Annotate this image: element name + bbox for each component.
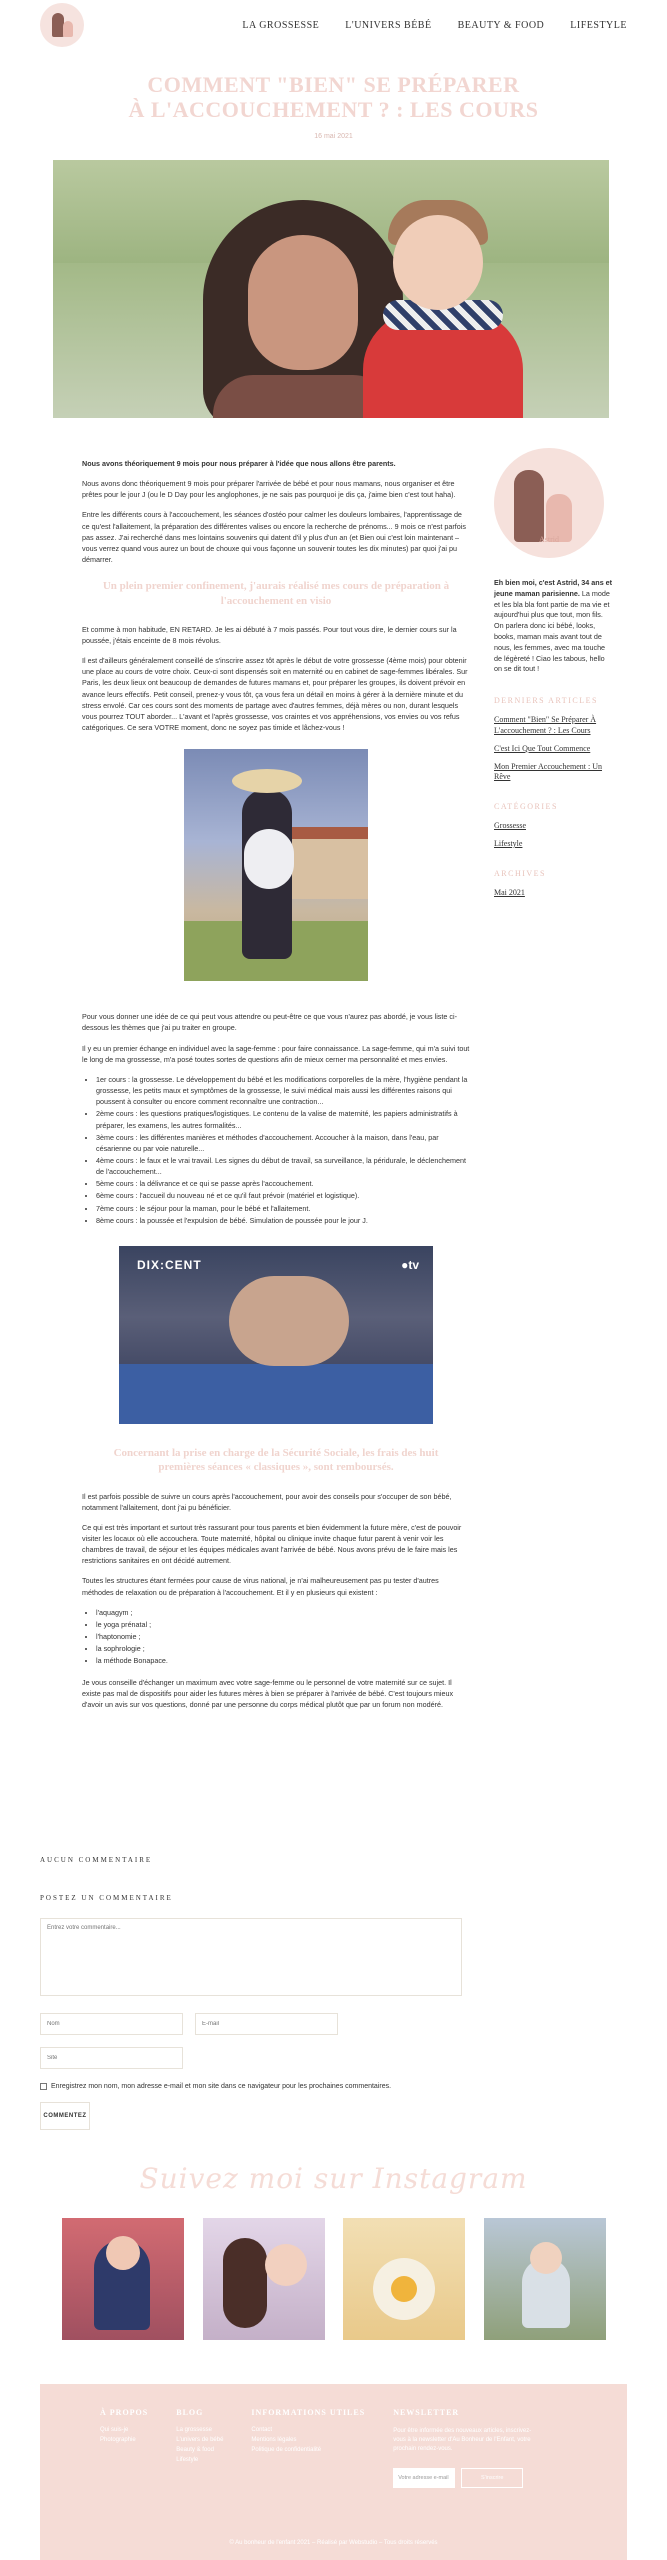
footer-link[interactable]: Mentions légales: [251, 2437, 297, 2443]
photo-woman-hat: [232, 769, 302, 793]
footer-link[interactable]: Photographie: [100, 2437, 136, 2443]
list-item: • 7ème cours : le séjour pour la maman, pour le bébé et l'allaitement.: [96, 1203, 470, 1214]
list-item: • l'haptonomie ;: [96, 1631, 470, 1642]
footer-heading: BLOG: [176, 2408, 204, 2417]
article-subheading: Un plein premier confinement, j'aurais réalisé mes cours de préparation à l'accouchement en visio: [102, 580, 450, 607]
sidebar: [494, 448, 614, 906]
save-info-checkbox[interactable]: [40, 2083, 47, 2090]
footer-columns: [100, 2408, 567, 2488]
method-list: [82, 1607, 470, 1667]
article-paragraph: Et comme à mon habitude, EN RETARD. Je les ai débuté à 7 mois passés. Pour tout vous dire, le dernier cours sur la poussée, j'étais enceinte de 8 mois révolus.: [82, 624, 457, 645]
article-paragraph: Pour vous donner une idée de ce qui peut vous attendre ou peut-être ce que vous n'aurez pas abordé, je vous liste ci-dessous les thèmes que j'ai pu traiter en groupe.: [82, 1012, 457, 1033]
logo-child-figure: [63, 21, 73, 37]
site-footer: [40, 2384, 627, 2560]
nav-item-grossesse[interactable]: LA GROSSESSE: [242, 19, 320, 31]
footer-col-blog: [176, 2408, 223, 2488]
footer-heading: À PROPOS: [100, 2408, 149, 2417]
video-brand-text: tv: [408, 1257, 419, 1272]
instagram-post-face: [106, 2236, 140, 2270]
post-title-line-1: COMMENT "BIEN" SE PRÉPARER: [147, 72, 520, 97]
hero-mother-face: [248, 235, 358, 370]
category-link[interactable]: Grossesse: [494, 821, 526, 831]
list-item: • l'aquagym ;: [96, 1607, 470, 1618]
course-list: [82, 1074, 470, 1226]
author-bio: [494, 578, 614, 675]
pregnant-woman-photo: [184, 749, 368, 981]
categories-heading: CATÉGORIES: [494, 802, 558, 812]
photo-woman-top: [244, 829, 294, 889]
category-link[interactable]: Lifestyle: [494, 838, 523, 848]
article-paragraph: Nous avons donc théoriquement 9 mois pour préparer l'arrivée de bébé et pour nous mamans, nous organiser et être prêtes pour le jour J (ou le D Day pour les anglophones, je ne sais pas pourquoi je dis ça, j'aime bien c'est tout haha).: [82, 479, 456, 500]
recent-post-link[interactable]: Comment "Bien" Se Préparer À L'accouchement ? : Les Cours: [494, 715, 597, 735]
newsletter-form: [393, 2468, 533, 2488]
footer-link[interactable]: L'univers de bébé: [176, 2437, 224, 2443]
main-nav: [242, 20, 627, 31]
save-info-label: Enregistrez mon nom, mon adresse e-mail et mon site dans ce navigateur pour les prochaines commentaires.: [51, 2083, 392, 2090]
site-logo[interactable]: [40, 3, 84, 47]
list-item: • 4ème cours : le faux et le vrai travail. Les signes du début de travail, sa surveillance, la péridurale, le déclenchement de l'accouchement...: [96, 1155, 470, 1177]
newsletter-subscribe-button[interactable]: S'inscrire: [461, 2468, 523, 2488]
copyright: © Au bonheur de l'enfant 2021 – Réalisé par Webstudio – Tous droits réservés: [229, 2540, 438, 2546]
article-paragraph: Ce qui est très important et surtout très rassurant pour tous parents et bien évidemment la future mère, c'est de pouvoir visiter les locaux où elle accouchera. Toute maternité, hôpital ou clinique invite chaque futur parent à venir voir les chambres de travail, de séjour et les équipes médicales avant l'arrivée de bébé. Nous avons prévu de le faire mais les restrictions sanitaires en ont décidé autrement.: [82, 1522, 462, 1566]
instagram-post[interactable]: [484, 2218, 606, 2340]
recent-post-link[interactable]: Mon Premier Accouchement : Un Rêve: [494, 761, 602, 782]
instagram-title: Suivez moi sur Instagram: [139, 2162, 528, 2195]
recent-post-link[interactable]: C'est Ici Que Tout Commence: [494, 743, 591, 753]
instagram-post[interactable]: [343, 2218, 465, 2340]
post-comment-heading: POSTEZ UN COMMENTAIRE: [40, 1894, 173, 1902]
list-item: • 2ème cours : les questions pratiques/logistiques. Le contenu de la valise de maternité, les papiers administratifs à préparer, les examens, les autres formalités...: [96, 1108, 470, 1130]
recent-posts-heading: DERNIERS ARTICLES: [494, 696, 598, 706]
newsletter-email-input[interactable]: Votre adresse e-mail: [393, 2468, 455, 2488]
footer-link[interactable]: La grossesse: [176, 2427, 212, 2433]
author-bio-intro: Eh bien moi, c'est Astrid, 34 ans et jeune maman parisienne.: [494, 578, 613, 598]
photo-house: [288, 839, 368, 899]
article-paragraph: Toutes les structures étant fermées pour cause de virus national, je n'ai malheureusement pas pu tester d'autres méthodes de relaxation ou de préparation à l'accouchement. Et il y en plusieurs qui existent :: [82, 1576, 439, 1597]
email-input[interactable]: [195, 2013, 338, 2035]
newsletter-text: Pour être informée des nouveaux articles, inscrivez-vous à la newsletter d'Au Bonheur de l'Enfant, votre prochain rendez-vous.: [393, 2428, 532, 2452]
nav-item-univers-bebe[interactable]: L'UNIVERS BÉBÉ: [345, 19, 432, 31]
footer-link[interactable]: Qui suis-je: [100, 2427, 129, 2433]
list-item: • la méthode Bonapace.: [96, 1655, 470, 1666]
article-paragraph: Il est d'ailleurs généralement conseillé de s'inscrire assez tôt après le début de votre grossesse (4ème mois) pour obtenir une place au cours de votre choix. Ceux-ci sont dispensés soit en maternité ou en cabinet de sage-femmes libérales. Sur Paris, les deux lieux ont beaucoup de demandes de futures mamans et, pour préparer les groupes, ils doivent prévoir en avance leurs effectifs. Petit conseil, prenez-y vous tôt, ça vous fera un détail en moins à gérer à la dernière minute et du stress envolé. Car ces cours sont des moments de partage avec d'autres femmes, déjà mères ou non, durant lesquels vous pourrez TOUT aborder... L'avant et l'après grossesse, vos craintes et vos appréhensions, vos envies ou vos refus catégoriques. Ce sera VOTRE moment, donc ne soyez pas timide et lâchez-vous !: [82, 656, 468, 733]
name-input[interactable]: [40, 2013, 183, 2035]
website-input[interactable]: [40, 2047, 183, 2069]
footer-link[interactable]: Beauty & food: [176, 2447, 214, 2453]
article-intro: Nous avons théoriquement 9 mois pour nous préparer à l'idée que nous allons être parents.: [82, 459, 396, 468]
instagram-post-subject: [223, 2238, 267, 2328]
comments-section: [40, 1856, 540, 2130]
archive-link[interactable]: Mai 2021: [494, 887, 525, 897]
hero-image: [53, 160, 609, 418]
video-scene-hand: [229, 1276, 349, 1366]
instagram-feed: [62, 2218, 606, 2340]
archives-heading: ARCHIVES: [494, 868, 547, 878]
list-item: • 6ème cours : l'accueil du nouveau né et ce qu'il faut prévoir (matériel et logistique).: [96, 1190, 470, 1201]
author-avatar: [494, 448, 604, 558]
author-bio-text: La mode et les bla bla font partie de ma vie et aujourd'hui plus que tout, mon fils. On parlera donc ici bébé, looks, books, maman mais avant tout de nous, les femmes, avec ma touche de légèreté ! Ciao les tabous, hello on se dit tout !: [494, 588, 610, 674]
instagram-post[interactable]: [203, 2218, 325, 2340]
footer-link[interactable]: Contact: [251, 2427, 273, 2433]
footer-link[interactable]: Politique de confidentialité: [251, 2447, 322, 2453]
comment-website-row: [40, 2047, 540, 2069]
video-brand-logo: ●tv: [401, 1257, 419, 1272]
comment-textarea[interactable]: [40, 1918, 462, 1996]
post-title: [0, 72, 667, 123]
avatar-caption: Astrid: [539, 535, 559, 544]
footer-heading: INFORMATIONS UTILES: [251, 2408, 366, 2417]
nav-item-lifestyle[interactable]: LIFESTYLE: [570, 19, 627, 31]
video-scene-blanket: [119, 1364, 433, 1424]
footer-heading: NEWSLETTER: [393, 2408, 460, 2417]
no-comments-heading: AUCUN COMMENTAIRE: [40, 1856, 153, 1864]
post-date: 16 mai 2021: [314, 132, 353, 140]
submit-comment-button[interactable]: COMMENTEZ: [40, 2102, 90, 2130]
comment-author-row: [40, 2013, 540, 2035]
nav-item-beauty-food[interactable]: BEAUTY & FOOD: [457, 19, 545, 31]
hero-baby-head: [393, 215, 483, 310]
footer-col-newsletter: [393, 2408, 533, 2488]
post-title-line-2: À L'ACCOUCHEMENT ? : LES COURS: [128, 97, 539, 123]
article-subheading: Concernant la prise en charge de la Sécurité Sociale, les frais des huit premières séances « classiques », sont remboursés.: [113, 1446, 439, 1474]
list-item: • 8ème cours : la poussée et l'expulsion de bébé. Simulation de poussée pour le jour J.: [96, 1215, 470, 1226]
list-item: • le yoga prénatal ;: [96, 1619, 470, 1630]
save-info-checkbox-row[interactable]: [40, 2083, 540, 2090]
instagram-post-face: [265, 2244, 307, 2286]
article-paragraph: Il y eu un premier échange en individuel avec la sage-femme : pour faire connaissance. La sage-femme, qui m'a suivi tout le long de ma grossesse, m'a posé toutes sortes de questions afin de mieux cerner ma personnalité et mes envies.: [82, 1043, 470, 1064]
instagram-post-face: [530, 2242, 562, 2274]
footer-link[interactable]: Lifestyle: [176, 2457, 199, 2463]
article-body: [82, 458, 470, 1719]
list-item: • 3ème cours : les différentes manières et méthodes d'accouchement. Accoucher à la maison, dans l'eau, par césarienne ou par voie naturelle...: [96, 1132, 470, 1154]
footer-col-info: [251, 2408, 365, 2488]
instagram-post[interactable]: [62, 2218, 184, 2340]
footer-col-about: [100, 2408, 148, 2488]
article-paragraph: Il est parfois possible de suivre un cours après l'accouchement, pour avoir des conseils pour s'occuper de son bébé, notamment l'allaitement, dont j'ai pu bénéficier.: [82, 1491, 452, 1512]
article-paragraph: Entre les différents cours à l'accouchement, les séances d'ostéo pour calmer les douleurs lombaires, l'apprentissage de ce qu'est l'allaitement, la préparation des différentes valises ou encore la recherche de prénoms... 9 mois ce n'est parfois pas assez. J'ai recherché dans mes lointains souvenirs qui datent d'il y plus d'un an (et Bien oui c'est loin maintenant – vous verrez quand vous aurez un bout de chouxe qui vous façonne un souvenir toutes les dix minutes) par quoi j'ai pu démarrer.: [82, 510, 466, 565]
site-header: [0, 0, 667, 50]
article-paragraph: Je vous conseille d'échanger un maximum avec votre sage-femme ou le personnel de votre maternité sur ce sujet. Il existe pas mal de dispositifs pour aider les futures mères à bien se préparer à l'arrivée de bébé. C'est toujours mieux d'avoir un avis sur vos questions, donné par une personne du corps médical plutôt que par un forum non modéré.: [82, 1677, 454, 1709]
embedded-video[interactable]: [119, 1246, 433, 1424]
video-channel-logo: DIX:CENT: [137, 1257, 202, 1272]
list-item: • la sophrologie ;: [96, 1643, 470, 1654]
list-item: • 5ème cours : la délivrance et ce qui se passe après l'accouchement.: [96, 1178, 470, 1189]
list-item: • 1er cours : la grossesse. Le développement du bébé et les modifications corporelles de la mère, l'hygiène pendant la grossesse, les petits maux et symptômes de la grossesse, le suivi médical mais aussi les différentes raisons qui poussent à consulter ou encore comment reconnaître une contraction...: [96, 1074, 470, 1107]
avatar-mother-figure: [514, 470, 544, 542]
